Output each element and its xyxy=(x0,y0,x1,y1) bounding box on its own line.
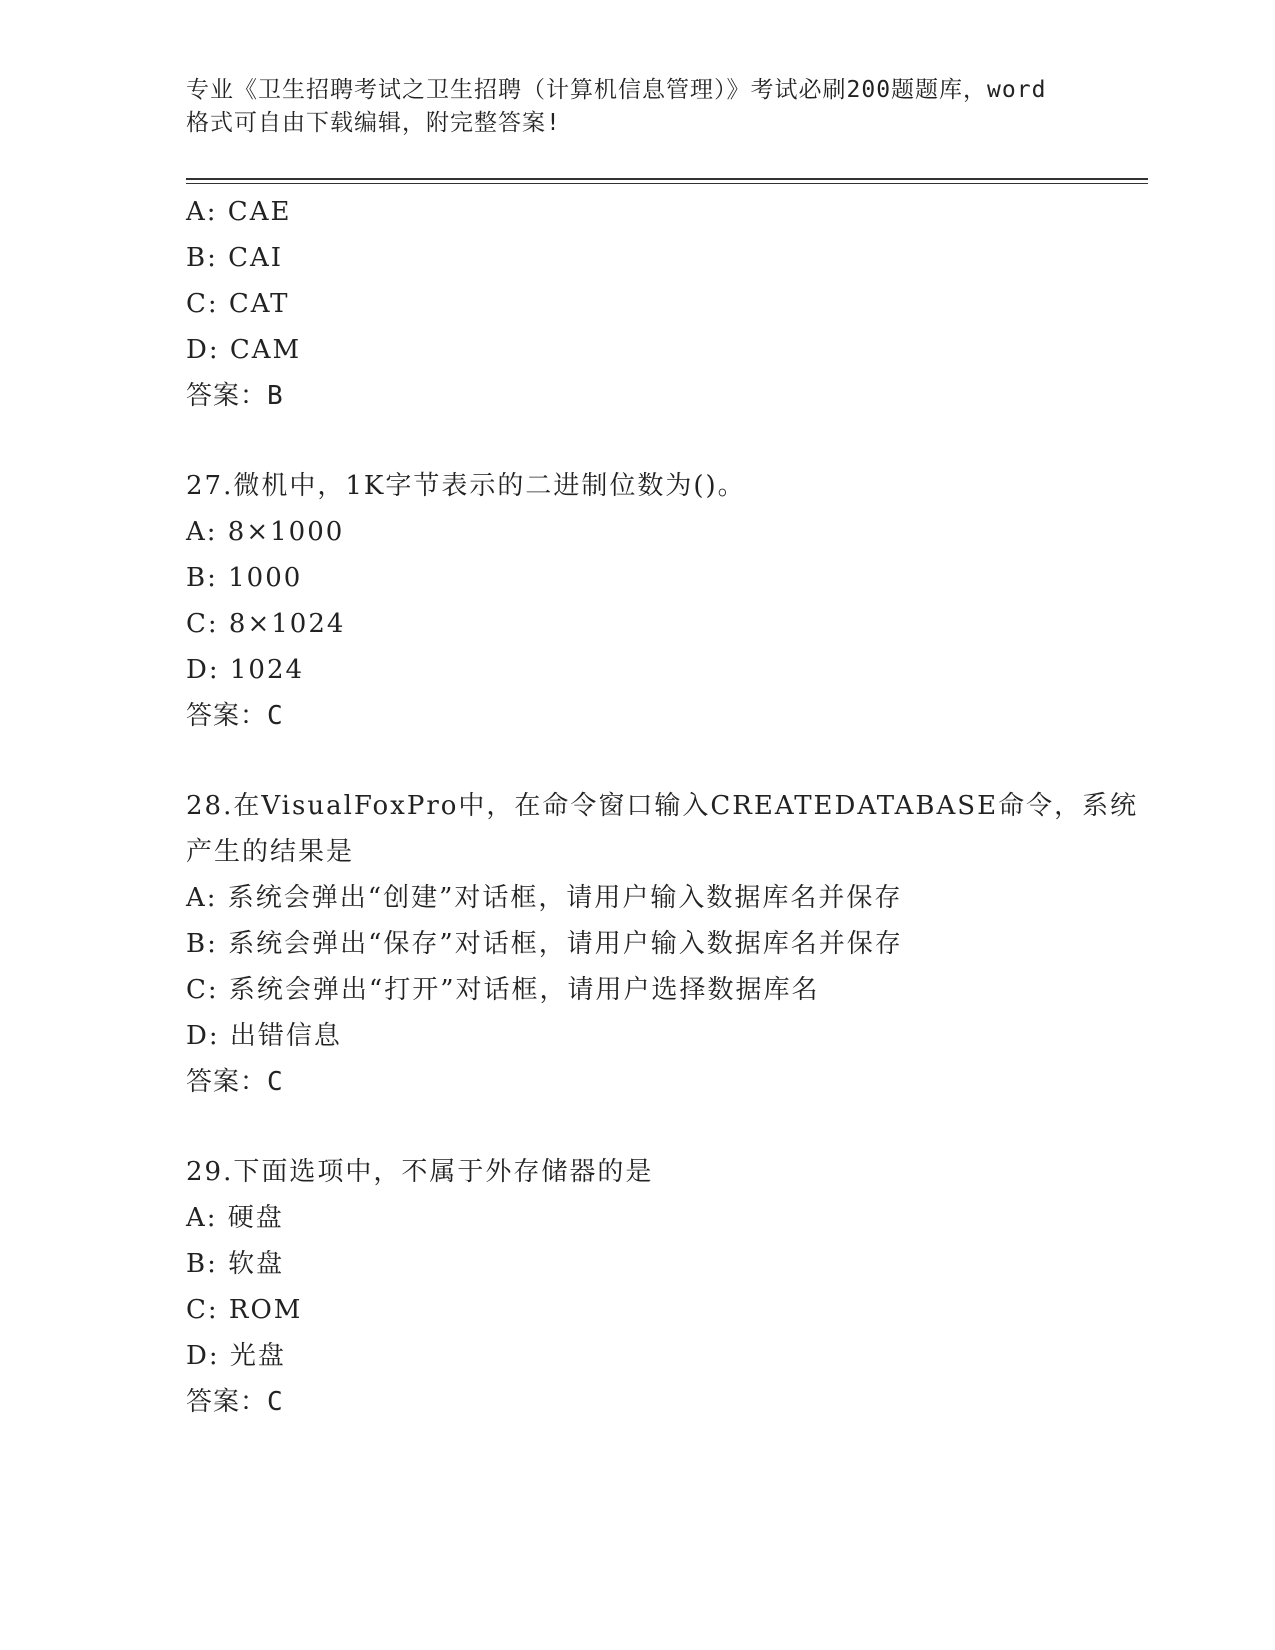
answer-value: C xyxy=(267,1067,284,1097)
option-d: D: CAM xyxy=(186,335,302,365)
page-header xyxy=(186,74,1086,140)
option-a: A: 硬盘 xyxy=(186,1203,284,1233)
option-c: C: 系统会弹出“打开”对话框，请用户选择数据库名 xyxy=(186,975,820,1005)
option-c: C: CAT xyxy=(186,289,290,319)
option-c: C: 8×1024 xyxy=(186,609,346,639)
question-stem: 27.微机中，1K字节表示的二进制位数为()。 xyxy=(186,471,746,501)
answer-label: 答案： xyxy=(186,701,268,731)
header-title-line2: 格式可自由下载编辑，附完整答案! xyxy=(186,110,561,136)
option-b: B: 软盘 xyxy=(186,1249,285,1279)
option-d: D: 出错信息 xyxy=(186,1021,342,1051)
header-divider xyxy=(186,178,1148,184)
answer-line xyxy=(186,1059,1146,1105)
option-d: D: 光盘 xyxy=(186,1341,286,1371)
option-a: A: 系统会弹出“创建”对话框，请用户输入数据库名并保存 xyxy=(186,883,903,913)
answer-line xyxy=(186,1379,1146,1425)
option-c: C: ROM xyxy=(186,1295,303,1325)
question-stem-line1: 28.在VisualFoxPro中，在命令窗口输入CREATEDATABASE命令，系统 xyxy=(186,791,1139,821)
question-list xyxy=(186,189,1146,1425)
option-b: B: CAI xyxy=(186,243,284,273)
question-stem-line2: 产生的结果是 xyxy=(186,837,355,867)
question-28 xyxy=(186,783,1146,1105)
answer-value: C xyxy=(267,701,284,731)
answer-line xyxy=(186,693,1146,739)
question-29 xyxy=(186,1149,1146,1425)
question-26 xyxy=(186,189,1146,419)
answer-label: 答案： xyxy=(186,1387,268,1417)
question-stem: 29.下面选项中，不属于外存储器的是 xyxy=(186,1157,654,1187)
answer-label: 答案： xyxy=(186,1067,268,1097)
option-a: A: 8×1000 xyxy=(186,517,345,547)
answer-label: 答案： xyxy=(186,381,268,411)
option-d: D: 1024 xyxy=(186,655,305,685)
question-27 xyxy=(186,463,1146,739)
answer-line xyxy=(186,373,1146,419)
header-title-line1: 专业《卫生招聘考试之卫生招聘（计算机信息管理）》考试必刷200题题库，word xyxy=(186,77,1047,103)
option-a: A: CAE xyxy=(186,197,292,227)
option-b: B: 1000 xyxy=(186,563,303,593)
answer-value: B xyxy=(267,381,284,411)
answer-value: C xyxy=(267,1387,284,1417)
option-b: B: 系统会弹出“保存”对话框，请用户输入数据库名并保存 xyxy=(186,929,903,959)
